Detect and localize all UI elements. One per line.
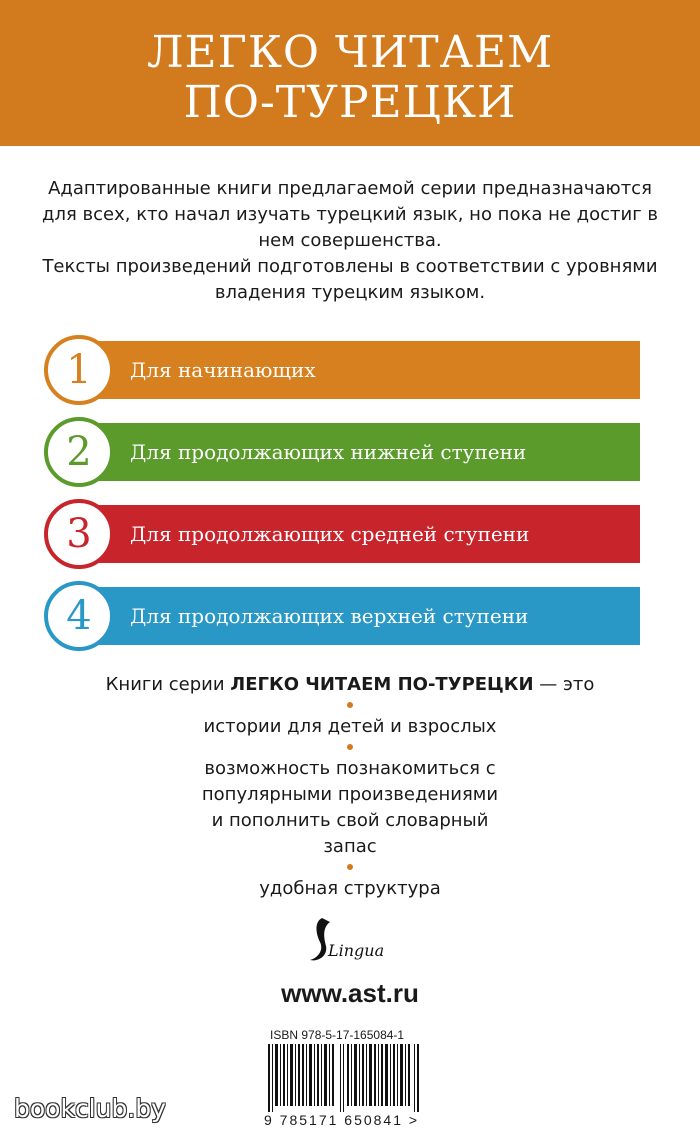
bullet-dot-icon [347,744,353,750]
level-number-badge: 2 [44,417,114,487]
level-3 [40,504,640,564]
bullet-dot-icon [347,702,353,708]
series-features [0,672,700,902]
features-intro-prefix: Книги серии [105,674,231,695]
feature-item: возможность познакомиться с популярными произведениями и пополнить свой словарный запас [201,758,499,857]
cover-header [0,0,700,146]
level-number-badge: 4 [44,581,114,651]
level-1 [40,340,640,400]
feature-item: истории для детей и взрослых [203,716,497,737]
barcode-icon [268,1044,420,1112]
level-label: Для продолжающих верхней ступени [130,604,529,628]
series-title-line2: ПО-ТУРЕЦКИ [183,77,517,128]
level-4 [40,586,640,646]
lingua-logo-text: Lingua [328,941,385,960]
bullet-dot-icon [347,864,353,870]
level-number-badge: 3 [44,499,114,569]
isbn-number: ISBN 978-5-17-165084-1 [270,1028,405,1042]
level-label: Для продолжающих нижней ступени [130,440,527,464]
level-label: Для начинающих [130,358,316,382]
series-title-line1: ЛЕГКО ЧИТАЕМ [146,27,554,78]
level-label: Для продолжающих средней ступени [130,522,530,546]
lingua-logo [300,912,390,966]
barcode-digits: 9 785171 650841 > [264,1112,420,1128]
intro-text [40,176,660,306]
intro-paragraph-2: Тексты произведений подготовлены в соответствии с уровнями владения турецким языком. [42,256,658,303]
features-intro [0,672,700,698]
level-number-badge: 1 [44,335,114,405]
watermark: bookclub.by [14,1094,166,1123]
feature-item: удобная структура [259,878,441,899]
features-intro-suffix: — это [533,674,595,695]
level-2 [40,422,640,482]
features-series-name: ЛЕГКО ЧИТАЕМ ПО-ТУРЕЦКИ [230,674,534,695]
publisher-url: www.ast.ru [281,978,419,1008]
intro-paragraph-1: Адаптированные книги предлагаемой серии предназначаются для всех, кто начал изучать турецкий язык, но пока не достиг в нем совершенства. [42,178,658,251]
